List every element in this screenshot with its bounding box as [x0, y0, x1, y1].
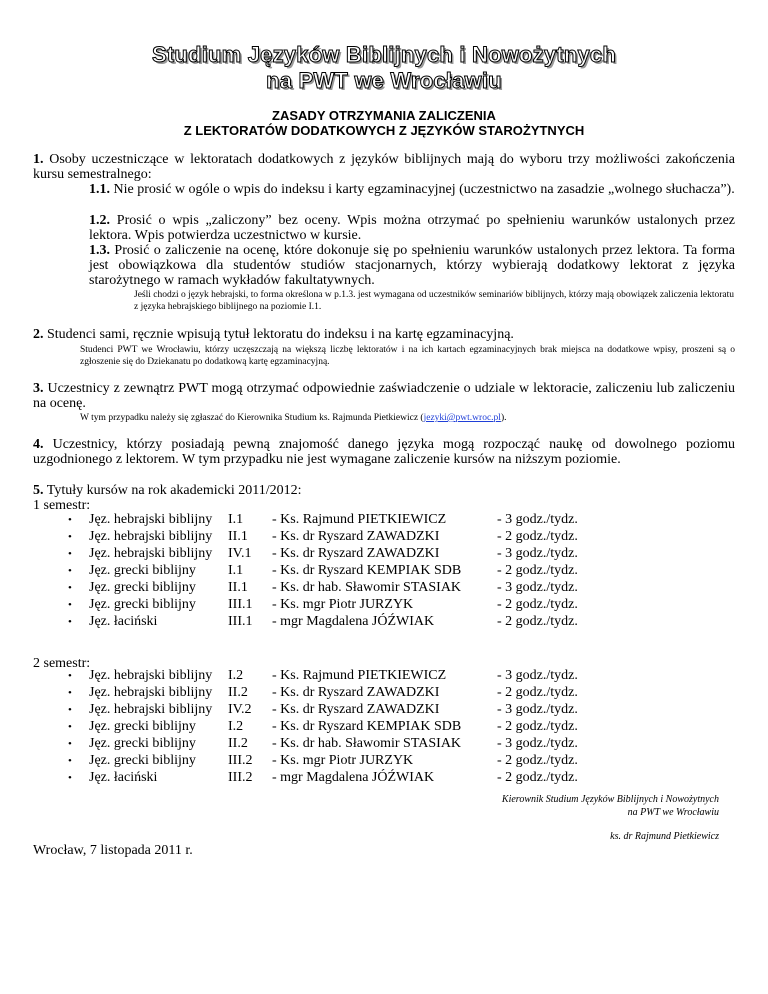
- section-5-text: Tytuły kursów na rok akademicki 2011/2012:: [46, 483, 302, 498]
- course-level: I.2: [228, 668, 244, 683]
- email-link[interactable]: jezyki@pwt.wroc.pl: [423, 413, 501, 423]
- bullet-icon: •: [68, 755, 72, 767]
- option-1-3-number: 1.3.: [89, 243, 110, 258]
- course-teacher: - mgr Magdalena JÓŹWIAK: [272, 770, 435, 785]
- signature-institution: na PWT we Wrocławiu: [627, 807, 719, 818]
- option-1-1-number: 1.1.: [89, 182, 110, 197]
- course-teacher: - Ks. Rajmund PIETKIEWICZ: [272, 668, 447, 683]
- section-3-note: [80, 412, 735, 424]
- course-name: Jęz. hebrajski biblijny: [89, 668, 213, 683]
- course-level: I.1: [228, 563, 244, 578]
- course-teacher: - Ks. mgr Piotr JURZYK: [272, 597, 414, 612]
- course-hours: - 2 godz./tydz.: [497, 563, 578, 578]
- course-name: Jęz. łaciński: [89, 770, 158, 785]
- course-level: III.1: [228, 614, 253, 629]
- option-1-2-text: Prosić o wpis „zaliczony” bez oceny. Wpis można otrzymać po spełnieniu warunków ustalonych przez lektora. Wpis potwierdza uczestnictwo w kursie.: [89, 213, 736, 243]
- section-4-text: Uczestnicy, którzy posiadają pewną znajomość danego języka mogą rozpocząć naukę od dowolnego poziomu uzgodnionego z lektorem. W tym przypadku nie jest wymagane zaliczenie kursów na niższym poziomie.: [33, 437, 736, 467]
- bullet-icon: •: [68, 616, 72, 628]
- course-level: I.1: [228, 512, 244, 527]
- course-teacher: - Ks. mgr Piotr JURZYK: [272, 753, 414, 768]
- course-teacher: - Ks. dr Ryszard ZAWADZKI: [272, 685, 440, 700]
- section-1-text: Osoby uczestniczące w lektoratach dodatkowych z języków biblijnych mają do wyboru trzy możliwości zakończenia kursu semestralnego:: [33, 152, 735, 182]
- bullet-icon: •: [68, 687, 72, 699]
- section-1: [33, 152, 735, 182]
- course-name: Jęz. hebrajski biblijny: [89, 685, 213, 700]
- course-level: II.1: [228, 580, 248, 595]
- course-hours: - 3 godz./tydz.: [497, 702, 578, 717]
- course-hours: - 2 godz./tydz.: [497, 529, 578, 544]
- course-teacher: - Ks. dr hab. Sławomir STASIAK: [272, 580, 462, 595]
- document-title: ZASADY OTRZYMANIA ZALICZENIA: [272, 108, 496, 123]
- course-teacher: - Ks. dr Ryszard KEMPIAK SDB: [272, 719, 462, 734]
- bullet-icon: •: [68, 704, 72, 716]
- course-level: III.2: [228, 753, 253, 768]
- bullet-icon: •: [68, 772, 72, 784]
- section-3-text: Uczestnicy z zewnątrz PWT mogą otrzymać odpowiednie zaświadczenie o udziale w lektoracie, zaliczeniu lub zaliczeniu na ocenę.: [33, 381, 736, 411]
- course-hours: - 3 godz./tydz.: [497, 512, 578, 527]
- course-name: Jęz. grecki biblijny: [89, 597, 196, 612]
- section-2: [33, 327, 735, 342]
- bullet-icon: •: [68, 599, 72, 611]
- section-3-number: 3.: [33, 381, 44, 396]
- section-5: [33, 483, 735, 498]
- semester-1-label: 1 semestr:: [33, 498, 91, 513]
- course-name: Jęz. hebrajski biblijny: [89, 529, 213, 544]
- institution-location: na PWT we Wrocławiu: [266, 68, 502, 93]
- option-1-2: [89, 213, 735, 243]
- course-name: Jęz. grecki biblijny: [89, 736, 196, 751]
- course-hours: - 3 godz./tydz.: [497, 580, 578, 595]
- course-teacher: - Ks. dr hab. Sławomir STASIAK: [272, 736, 462, 751]
- institution-name: Studium Języków Biblijnych i Nowożytnych: [152, 42, 616, 67]
- option-1-3: [89, 243, 735, 288]
- signature-name: ks. dr Rajmund Pietkiewicz: [610, 831, 719, 842]
- course-name: Jęz. grecki biblijny: [89, 580, 196, 595]
- section-3-note-text: W tym przypadku należy się zgłaszać do Kierownika Studium ks. Rajmunda Pietkiewicz (: [80, 413, 424, 423]
- bullet-icon: •: [68, 548, 72, 560]
- option-1-1-text: Nie prosić w ogóle o wpis do indeksu i karty egzaminacyjnej (uczestnictwo na zasadzie „wolnego słuchacza”).: [113, 182, 735, 197]
- course-hours: - 2 godz./tydz.: [497, 597, 578, 612]
- course-teacher: - mgr Magdalena JÓŹWIAK: [272, 614, 435, 629]
- bullet-icon: •: [68, 670, 72, 682]
- signature-title: Kierownik Studium Języków Biblijnych i Nowożytnych: [501, 794, 719, 805]
- section-3: [33, 381, 735, 411]
- section-5-number: 5.: [33, 483, 44, 498]
- course-hours: - 2 godz./tydz.: [497, 614, 578, 629]
- course-level: IV.2: [228, 702, 252, 717]
- course-hours: - 2 godz./tydz.: [497, 685, 578, 700]
- place-and-date: Wrocław, 7 listopada 2011 r.: [33, 843, 193, 858]
- section-4: [33, 437, 735, 467]
- section-4-number: 4.: [33, 437, 44, 452]
- course-teacher: - Ks. dr Ryszard ZAWADZKI: [272, 702, 440, 717]
- course-name: Jęz. grecki biblijny: [89, 719, 196, 734]
- bullet-icon: •: [68, 582, 72, 594]
- course-name: Jęz. grecki biblijny: [89, 753, 196, 768]
- course-level: II.1: [228, 529, 248, 544]
- section-2-text: Studenci sami, ręcznie wpisują tytuł lektoratu do indeksu i na kartę egzaminacyjną.: [47, 327, 514, 342]
- course-name: Jęz. łaciński: [89, 614, 158, 629]
- course-level: IV.1: [228, 546, 252, 561]
- course-name: Jęz. hebrajski biblijny: [89, 702, 213, 717]
- option-1-1: [89, 182, 735, 197]
- document-subtitle: Z LEKTORATÓW DODATKOWYCH Z JĘZYKÓW STAROŻYTNYCH: [183, 123, 585, 138]
- course-level: II.2: [228, 736, 248, 751]
- course-hours: - 3 godz./tydz.: [497, 546, 578, 561]
- course-teacher: - Ks. dr Ryszard KEMPIAK SDB: [272, 563, 462, 578]
- course-name: Jęz. hebrajski biblijny: [89, 546, 213, 561]
- course-hours: - 3 godz./tydz.: [497, 668, 578, 683]
- bullet-icon: •: [68, 738, 72, 750]
- option-1-2-number: 1.2.: [89, 213, 110, 228]
- course-level: I.2: [228, 719, 244, 734]
- course-teacher: - Ks. dr Ryszard ZAWADZKI: [272, 546, 440, 561]
- course-teacher: - Ks. Rajmund PIETKIEWICZ: [272, 512, 447, 527]
- course-level: II.2: [228, 685, 248, 700]
- course-name: Jęz. grecki biblijny: [89, 563, 196, 578]
- course-hours: - 3 godz./tydz.: [497, 736, 578, 751]
- course-teacher: - Ks. dr Ryszard ZAWADZKI: [272, 529, 440, 544]
- course-hours: - 2 godz./tydz.: [497, 770, 578, 785]
- bullet-icon: •: [68, 565, 72, 577]
- bullet-icon: •: [68, 721, 72, 733]
- course-level: III.1: [228, 597, 253, 612]
- course-level: III.2: [228, 770, 253, 785]
- course-hours: - 2 godz./tydz.: [497, 719, 578, 734]
- semester-2-label: 2 semestr:: [33, 656, 91, 671]
- course-hours: - 2 godz./tydz.: [497, 753, 578, 768]
- section-1-note: Jeśli chodzi o język hebrajski, to forma określona w p.1.3. jest wymagana od uczestników seminariów biblijnych, którzy mają obowiązek zaliczenia lektoratu z języka hebrajskiego biblijnego na poziomie I.1.: [134, 290, 734, 312]
- bullet-icon: •: [68, 531, 72, 543]
- bullet-icon: •: [68, 514, 72, 526]
- option-1-3-text: Prosić o zaliczenie na ocenę, które dokonuje się po spełnieniu warunków ustalonych przez lektora. Ta forma jest obowiązkowa dla studentów studiów stacjonarnych, którzy wybierają dodatkowy lektorat z języka starożytnego w ramach wykładów fakultatywnych.: [89, 243, 735, 288]
- section-2-note: Studenci PWT we Wrocławiu, którzy uczęszczają na większą liczbę lektoratów i na ich kartach egzaminacyjnych brak miejsca na dodatkowe wpisy, proszeni są o zgłoszenie się do Dziekanatu po dodatkową kartę egzaminacyjną.: [80, 345, 735, 367]
- signature-block: [502, 793, 719, 819]
- course-name: Jęz. hebrajski biblijny: [89, 512, 213, 527]
- section-3-note-end: ).: [500, 413, 507, 423]
- section-2-number: 2.: [33, 327, 44, 342]
- section-1-number: 1.: [33, 152, 44, 167]
